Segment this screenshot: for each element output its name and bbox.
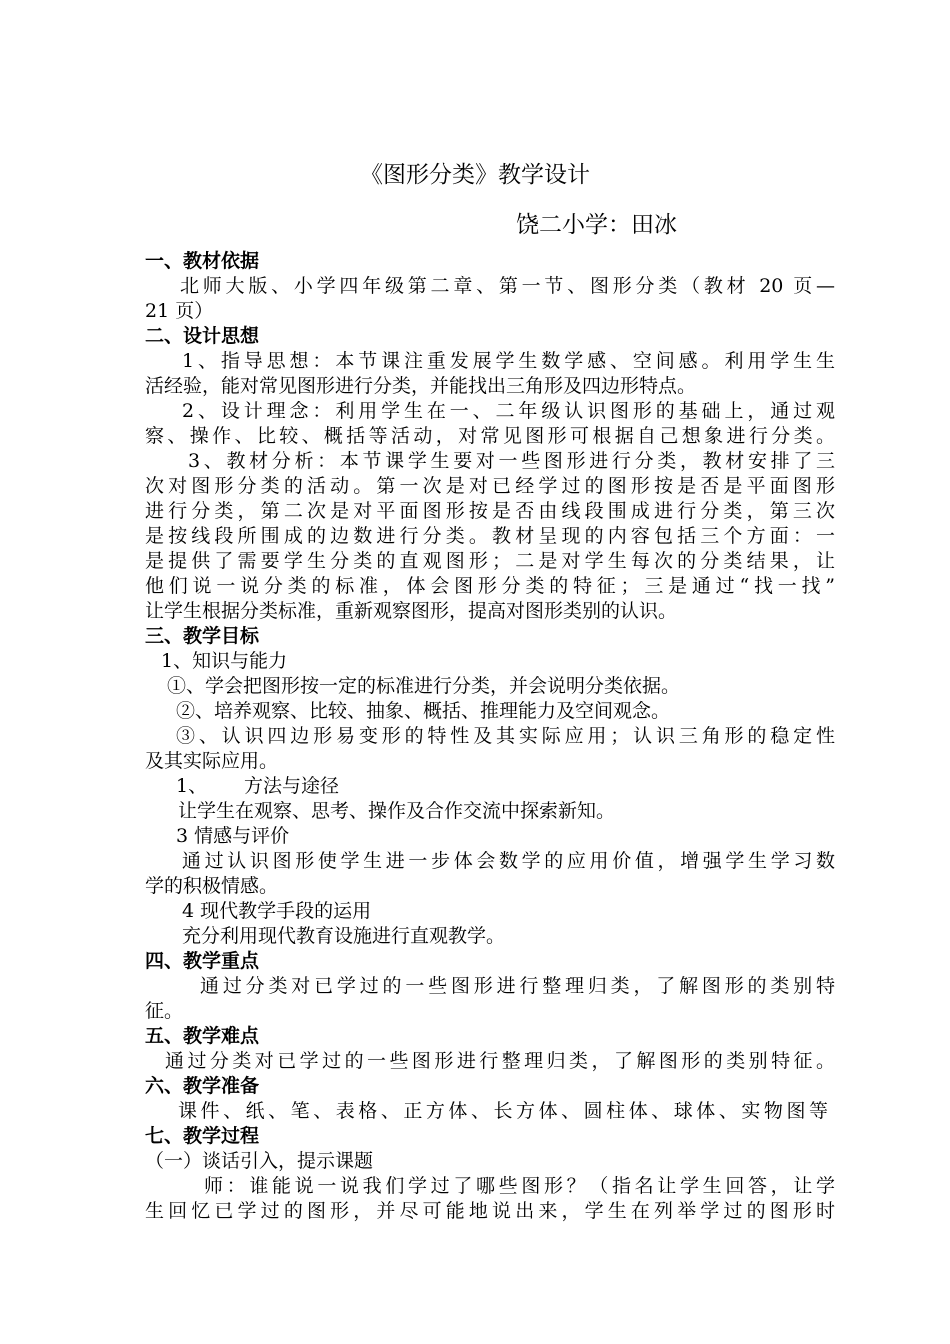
document-author: 饶二小学：田冰 xyxy=(516,212,677,238)
section-heading-6: 六、教学准备 xyxy=(145,1075,260,1097)
section2-p3-line-3: 进行分类，第二次是对平面图形按是否由线段围成进行分类，第三次 xyxy=(145,500,835,522)
section2-p3-line-7: 让学生根据分类标准，重新观察图形，提高对图形类别的认识。 xyxy=(145,600,678,622)
section3-item-3-line-1: ③、认识四边形易变形的特性及其实际应用；认识三角形的稳定性 xyxy=(176,725,835,747)
section3-emotion-line-1: 通过认识图形使学生进一步体会数学的应用价值，增强学生学习数 xyxy=(182,850,835,872)
section2-p3-line-1: 3、教材分析：本节课学生要对一些图形进行分类，教材安排了三 xyxy=(188,450,835,472)
section3-sub-knowledge: 1、知识与能力 xyxy=(161,650,288,672)
section7-sub-intro: （一）谈话引入，提示课题 xyxy=(145,1150,374,1172)
section1-line-1: 北师大版、小学四年级第二章、第一节、图形分类（教材 20 页— xyxy=(180,275,835,297)
section2-p2-line-2: 察、操作、比较、概括等活动，对常见图形可根据自己想象进行分类。 xyxy=(145,425,835,447)
section2-p3-line-4: 是按线段所围成的边数进行分类。教材呈现的内容包括三个方面：一 xyxy=(145,525,835,547)
section3-item-3-line-2: 及其实际应用。 xyxy=(145,750,279,772)
section7-line-2: 生回忆已学过的图形，并尽可能地说出来，学生在列举学过的图形时 xyxy=(145,1200,835,1222)
section4-line-1: 通过分类对已学过的一些图形进行整理归类，了解图形的类别特 xyxy=(200,975,835,997)
section-heading-4: 四、教学重点 xyxy=(145,950,260,972)
section-heading-7: 七、教学过程 xyxy=(145,1125,260,1147)
section1-line-2: 21 页） xyxy=(145,300,214,322)
section-heading-5: 五、教学难点 xyxy=(145,1025,260,1047)
section3-item-2: ②、培养观察、比较、抽象、概括、推理能力及空间观念。 xyxy=(176,700,671,722)
section3-method-body: 让学生在观察、思考、操作及合作交流中探索新知。 xyxy=(178,800,616,822)
section2-p1-line-2: 活经验，能对常见图形进行分类，并能找出三角形及四边形特点。 xyxy=(145,375,697,397)
section2-p3-line-2: 次对图形分类的活动。第一次是对已经学过的图形按是否是平面图形 xyxy=(145,475,835,497)
section-heading-3: 三、教学目标 xyxy=(145,625,260,647)
section3-sub-modern: 4 现代教学手段的运用 xyxy=(182,900,372,922)
section3-sub-method-text: 方法与途径 xyxy=(244,775,340,797)
section3-modern-body: 充分利用现代教育设施进行直观教学。 xyxy=(182,925,506,947)
section-heading-1: 一、教材依据 xyxy=(145,250,260,272)
section7-line-1: 师：谁能说一说我们学过了哪些图形？（指名让学生回答，让学 xyxy=(204,1175,835,1197)
section2-p1-line-1: 1、指导思想：本节课注重发展学生数学感、空间感。利用学生生 xyxy=(182,350,835,372)
section3-sub-method-number: 1、 xyxy=(176,775,208,797)
section2-p3-line-5: 是提供了需要学生分类的直观图形；二是对学生每次的分类结果，让 xyxy=(145,550,835,572)
section6-line-1: 课件、纸、笔、表格、正方体、长方体、圆柱体、球体、实物图等 xyxy=(178,1100,828,1122)
section5-line-1: 通过分类对已学过的一些图形进行整理归类，了解图形的类别特征。 xyxy=(165,1050,835,1072)
section2-p2-line-1: 2、设计理念：利用学生在一、二年级认识图形的基础上，通过观 xyxy=(182,400,835,422)
section3-emotion-line-2: 学的积极情感。 xyxy=(145,875,279,897)
section4-line-2: 征。 xyxy=(145,1000,184,1022)
section3-item-1: ①、学会把图形按一定的标准进行分类，并会说明分类依据。 xyxy=(167,675,681,697)
section-heading-2: 二、设计思想 xyxy=(145,325,260,347)
section2-p3-line-6: 他们说一说分类的标准，体会图形分类的特征；三是通过“找一找” xyxy=(145,575,835,597)
section3-sub-emotion: 3 情感与评价 xyxy=(176,825,290,847)
document-title: 《图形分类》教学设计 xyxy=(360,162,590,188)
